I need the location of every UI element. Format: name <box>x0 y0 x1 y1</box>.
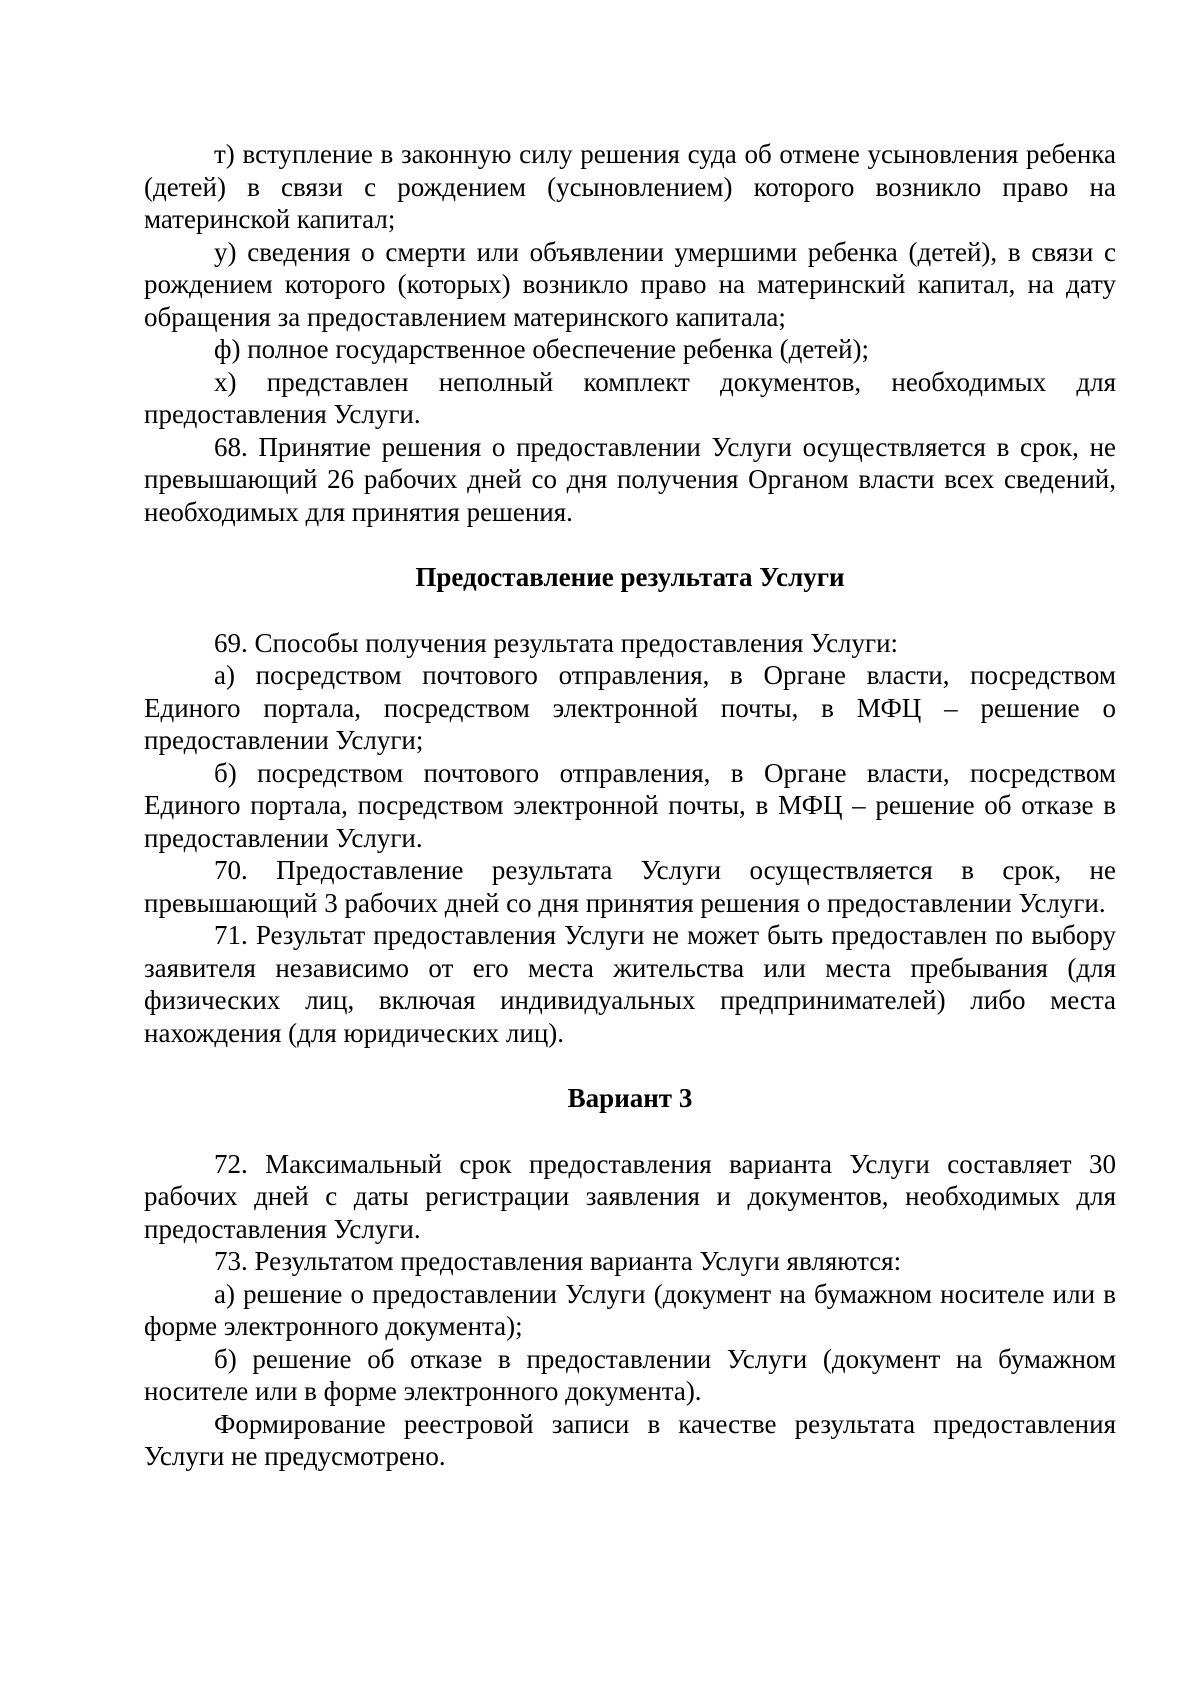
section-heading-variant-3: Вариант 3 <box>567 1083 693 1113</box>
paragraph-70: 70. Предоставление результата Услуги осуществляется в срок, не превышающий 3 рабочих дней со дня принятия решения о предоставлении Услуги. <box>144 855 1116 918</box>
document-page <box>144 138 1116 1473</box>
paragraph-69-a: а) посредством почтового отправления, в Органе власти, посредством Единого портала, посредством электронной почты, в МФЦ – решение о предоставлении Услуги; <box>144 660 1116 755</box>
paragraph-69: 69. Способы получения результата предоставления Услуги: <box>214 627 899 658</box>
paragraph-registry-note: Формирование реестровой записи в качестве результата предоставления Услуги не предусмотрено. <box>144 1408 1116 1471</box>
paragraph-68: 68. Принятие решения о предоставлении Услуги осуществляется в срок, не превышающий 26 рабочих дней со дня получения Органом власти всех сведений, необходимых для принятия решения. <box>144 431 1116 527</box>
paragraph-item-kh: х) представлен неполный комплект документов, необходимых для предоставления Услуги. <box>144 366 1116 429</box>
paragraph-71: 71. Результат предоставления Услуги не может быть предоставлен по выбору заявителя независимо от его места жительства или места пребывания (для физических лиц, включая индивидуальных предпринимателей) либо места нахождения (для юридических лиц). <box>144 920 1116 1048</box>
paragraph-item-f: ф) полное государственное обеспечение ребенка (детей); <box>214 334 870 364</box>
paragraph-73-b: б) решение об отказе в предоставлении Услуги (документ на бумажном носителе или в форме электронного документа). <box>144 1343 1116 1406</box>
section-heading-result: Предоставление результата Услуги <box>415 562 845 592</box>
paragraph-73-a: а) решение о предоставлении Услуги (документ на бумажном носителе или в форме электронного документа); <box>144 1278 1116 1341</box>
paragraph-item-u: у) сведения о смерти или объявлении умершими ребенка (детей), в связи с рождением которого (которых) возникло право на материнский капитал, на дату обращения за предоставлением материнского капитала; <box>144 236 1116 332</box>
paragraph-item-t: т) вступление в законную силу решения суда об отмене усыновления ребенка (детей) в связи с рождением (усыновлением) которого возникло право на материнской капитал; <box>144 139 1116 234</box>
paragraph-73: 73. Результатом предоставления варианта Услуги являются: <box>214 1246 902 1276</box>
paragraph-72: 72. Максимальный срок предоставления варианта Услуги составляет 30 рабочих дней с даты регистрации заявления и документов, необходимых для предоставления Услуги. <box>144 1148 1116 1244</box>
paragraph-69-b: б) посредством почтового отправления, в Органе власти, посредством Единого портала, посредством электронной почты, в МФЦ – решение об отказе в предоставлении Услуги. <box>144 757 1116 853</box>
